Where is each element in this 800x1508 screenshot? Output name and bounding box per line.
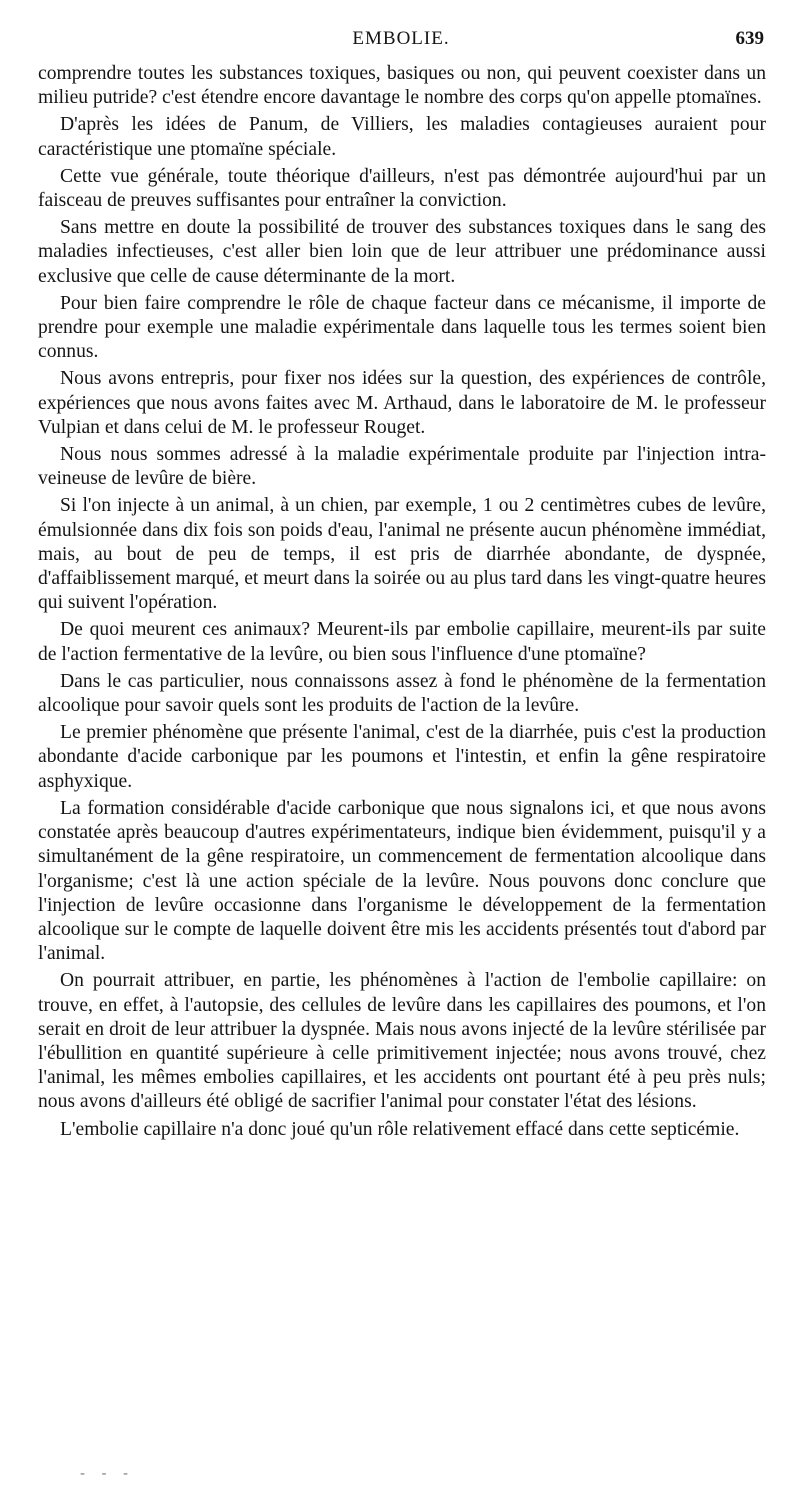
text-body — [38, 62, 766, 1145]
running-header — [38, 28, 764, 56]
paragraph-4: Sans mettre en doute la possibilité de trouver des substances toxiques dans le sang des maladies infectieuses, c'est aller bien loin que de leur attribuer une prédominance aussi exclusive que celle de cause déterminante de la mort. — [38, 217, 766, 287]
paragraph-9: De quoi meurent ces animaux? Meurent-ils par embolie capillaire, meurent-ils par suite de l'action fermentative de la levûre, ou bien sous l'influence d'une ptomaïne? — [38, 619, 766, 665]
paragraph-11: Le premier phénomène que présente l'animal, c'est de la diarrhée, puis c'est la production abondante d'acide carbonique par les poumons et l'intestin, et enfin la gêne respiratoire asphyxique. — [38, 722, 766, 792]
page-number: 639 — [735, 28, 764, 49]
paragraph-7: Nous nous sommes adressé à la maladie expérimentale produite par l'injection intra-veineuse de levûre de bière. — [38, 444, 766, 490]
running-title: EMBOLIE. — [352, 28, 450, 49]
paragraph-12: La formation considérable d'acide carbonique que nous signalons ici, et que nous avons constatée après beaucoup d'autres expérimentateurs, indique bien évidemment, puisqu'il y a simultanément de la gêne respiratoire, un commencement de fermentation alcoolique dans l'organisme; c'est là une action spéciale de la levûre. Nous pouvons donc conclure que l'injection de levûre occasionne dans l'organisme le développement de la fermentation alcoolique sur le compte de laquelle doivent être mis les accidents présentés tout d'abord par l'animal. — [38, 797, 766, 965]
paragraph-6: Nous avons entrepris, pour fixer nos idées sur la question, des expériences de contrôle, expériences que nous avons faites avec M. Arthaud, dans le laboratoire de M. le professeur Vulpian et dans celui de M. le professeur Rouget. — [38, 368, 766, 438]
paragraph-14: L'embolie capillaire n'a donc joué qu'un rôle relativement effacé dans cette septicémie. — [60, 1118, 740, 1140]
scan-speckle-marks: - - - — [80, 1466, 135, 1482]
paragraph-5: Pour bien faire comprendre le rôle de chaque facteur dans ce mécanisme, il importe de prendre pour exemple une maladie expérimentale dans laquelle tous les termes soient bien connus. — [38, 292, 766, 363]
paragraph-3: Cette vue générale, toute théorique d'ailleurs, n'est pas démontrée aujourd'hui par un faisceau de preuves suffisantes pour entraîner la conviction. — [38, 165, 766, 212]
paragraph-2: D'après les idées de Panum, de Villiers, les maladies contagieuses auraient pour caractéristique une ptomaïne spéciale. — [38, 114, 766, 160]
paragraph-13: On pourrait attribuer, en partie, les phénomènes à l'action de l'embolie capillaire: on trouve, en effet, à l'autopsie, des cellules de levûre dans les capillaires des poumons, et l'on serait en droit de leur attribuer la dyspnée. Mais nous avons injecté de la levûre stérilisée par l'ébullition en quantité supérieure à celle primitivement injectée; nous avons trouvé, chez l'animal, les mêmes embolies capillaires, et les accidents ont pourtant été à peu près nuls; nous avons d'ailleurs été obligé de sacrifier l'animal pour constater l'état des lésions. — [38, 970, 766, 1113]
paragraph-1: comprendre toutes les substances toxiques, basiques ou non, qui peuvent coexister dans un milieu putride? c'est étendre encore davantage le nombre des corps qu'on appelle ptomaïnes. — [38, 63, 766, 109]
paragraph-8: Si l'on injecte à un animal, à un chien, par exemple, 1 ou 2 centimètres cubes de levûre, émulsionnée dans dix fois son poids d'eau, l'animal ne présente aucun phénomène immédiat, mais, au bout de peu de temps, il est pris de diarrhée abondante, de dyspnée, d'affaiblissement marqué, et meurt dans la soirée ou au plus tard dans les vingt-quatre heures qui suivent l'opération. — [38, 495, 766, 614]
paragraph-10: Dans le cas particulier, nous connaissons assez à fond le phénomène de la fermentation alcoolique pour savoir quels sont les produits de l'action de la levûre. — [38, 670, 766, 717]
